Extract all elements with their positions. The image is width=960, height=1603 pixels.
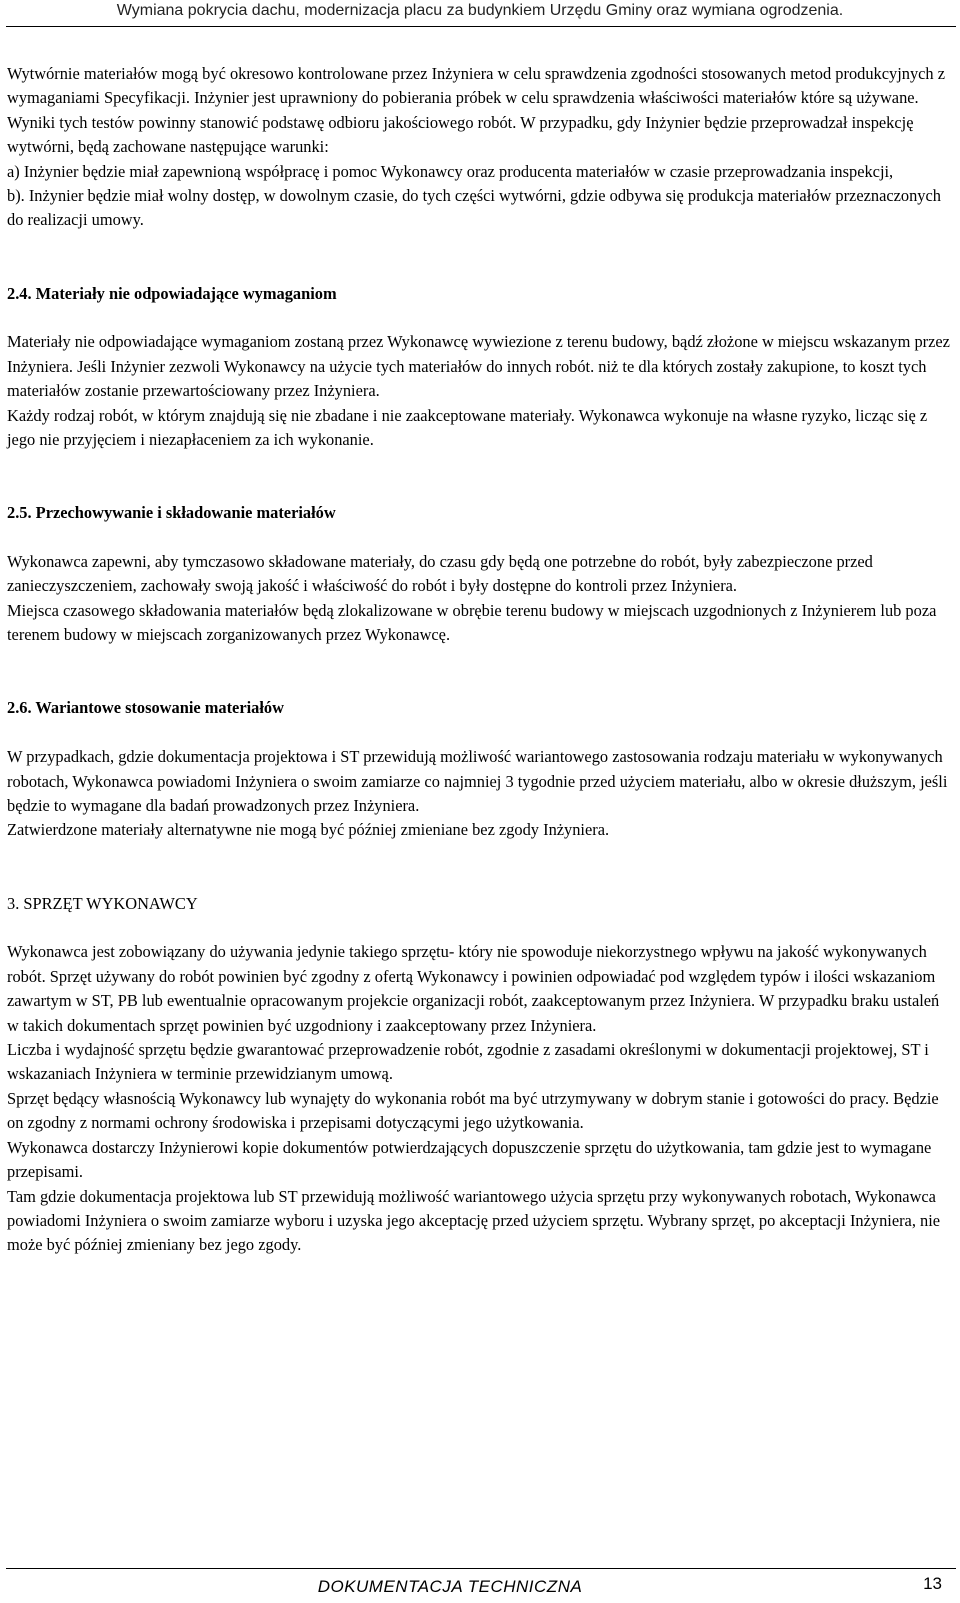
section-3-paragraph-5: Tam gdzie dokumentacja projektowa lub ST przewidują możliwość wariantowego użycia sprzętu przy wykonywanych robotach, Wykonawca powiadomi Inżyniera o swoim zamiarze wyboru i uzyska jego akceptację przed użyciem sprzętu. Wybrany sprzęt, po akceptacji Inżyniera, nie może być później zmieniany bez jego zgody. bbox=[7, 1186, 941, 1255]
section-3-paragraph-1: Wykonawca jest zobowiązany do używania jedynie takiego sprzętu- który nie spowoduje niekorzystnego wpływu na jakość wykonywanych robót. Sprzęt używany do robót powinien być zgodny z ofertą Wykonawcy i powinien odpowiadać pod względem typów i ilości wskazaniom zawartym w ST, PB lub ewentualnie opracowanym projekcie organizacji robót, zaakceptowanym przez Inżyniera. W przypadku braku ustaleń w takich dokumentach sprzęt powinien być uzgodniony i zaakceptowany przez Inżyniera. bbox=[7, 942, 940, 1035]
intro-paragraph-4: b). Inżynier będzie miał wolny dostęp, w dowolnym czasie, do tych części wytwórni, gdzie odbywa się produkcja materiałów przeznaczonych do realizacji umowy. bbox=[7, 186, 941, 230]
document-body bbox=[7, 62, 951, 1258]
section-heading-2-6: 2.6. Wariantowe stosowanie materiałów bbox=[7, 698, 284, 718]
section-heading-2-5: 2.5. Przechowywanie i składowanie materiałów bbox=[7, 503, 336, 523]
intro-paragraph-3: a) Inżynier będzie miał zapewnioną współpracę i pomoc Wykonawcy oraz producenta materiałów w czasie przeprowadzania inspekcji, bbox=[7, 161, 894, 181]
section-2-5-paragraph-1: Wykonawca zapewni, aby tymczasowo składowane materiały, do czasu gdy będą one potrzebne do robót, były zabezpieczone przed zanieczyszczeniem, zachowały swoją jakość i właściwość do robót i były dostępne do kontroli przez Inżyniera. bbox=[7, 552, 873, 596]
footer-title: DOKUMENTACJA TECHNICZNA bbox=[317, 1577, 583, 1596]
section-heading-2-4: 2.4. Materiały nie odpowiadające wymaganiom bbox=[7, 283, 337, 303]
section-heading-3: 3. SPRZĘT WYKONAWCY bbox=[7, 893, 198, 913]
section-3-paragraph-2: Liczba i wydajność sprzętu będzie gwarantować przeprowadzenie robót, zgodnie z zasadami określonymi w dokumentacji projektowej, ST i wskazaniach Inżyniera w terminie przewidzianym umową. bbox=[7, 1040, 929, 1084]
header-divider bbox=[6, 26, 956, 27]
intro-paragraph-1: Wytwórnie materiałów mogą być okresowo kontrolowane przez Inżyniera w celu sprawdzenia zgodności stosowanych metod produkcyjnych z wymaganiami Specyfikacji. Inżynier jest uprawniony do pobierania próbek w celu sprawdzenia właściwości materiałów które są używane. bbox=[7, 64, 945, 108]
section-2-6-paragraph-2: Zatwierdzone materiały alternatywne nie mogą być później zmieniane bez zgody Inżyniera. bbox=[7, 820, 610, 840]
section-2-6-paragraph-1: W przypadkach, gdzie dokumentacja projektowa i ST przewidują możliwość wariantowego zastosowania rodzaju materiału w wykonywanych robotach, Wykonawca powiadomi Inżyniera o swoim zamiarze co najmniej 3 tygodnie przed użyciem materiału, albo w okresie dłuższym, jeśli będzie to wymagane dla badań prowadzonych przez Inżyniera. bbox=[7, 747, 948, 816]
intro-paragraph-2: Wyniki tych testów powinny stanowić podstawę odbioru jakościowego robót. W przypadku, gdy Inżynier będzie przeprowadzał inspekcję wytwórni, będą zachowane następujące warunki: bbox=[7, 112, 914, 157]
section-2-5-paragraph-2: Miejsca czasowego składowania materiałów będą zlokalizowane w obrębie terenu budowy w miejscach uzgodnionych z Inżynierem lub poza terenem budowy w miejscach zorganizowanych przez Wykonawcę. bbox=[7, 600, 937, 645]
section-2-4-paragraph-2: Każdy rodzaj robót, w którym znajdują się nie zbadane i nie zaakceptowane materiały. Wykonawca wykonuje na własne ryzyko, licząc się z jego nie przyjęciem i niezapłaceniem za ich wykonanie. bbox=[7, 405, 928, 450]
section-3-paragraph-3: Sprzęt będący własnością Wykonawcy lub wynajęty do wykonania robót ma być utrzymywany w dobrym stanie i gotowości do pracy. Będzie on zgodny z normami ochrony środowiska i przepisami dotyczącymi jego użytkowania. bbox=[7, 1088, 939, 1133]
page-number: 13 bbox=[923, 1574, 942, 1593]
footer-divider bbox=[6, 1568, 956, 1569]
section-2-4-paragraph-1: Materiały nie odpowiadające wymaganiom zostaną przez Wykonawcę wywiezione z terenu budowy, bądź złożone w miejscu wskazanym przez Inżyniera. Jeśli Inżynier zezwoli Wykonawcy na użycie tych materiałów do innych robót. niż te dla których zostały zakupione, to koszt tych materiałów zostanie przewartościowany przez Inżyniera. bbox=[7, 332, 950, 401]
page-header: Wymiana pokrycia dachu, modernizacja placu za budynkiem Urzędu Gminy oraz wymiana ogrodzenia. bbox=[116, 2, 844, 19]
section-3-paragraph-4: Wykonawca dostarczy Inżynierowi kopie dokumentów potwierdzających dopuszczenie sprzętu do użytkowania, tam gdzie jest to wymagane przepisami. bbox=[7, 1137, 932, 1182]
